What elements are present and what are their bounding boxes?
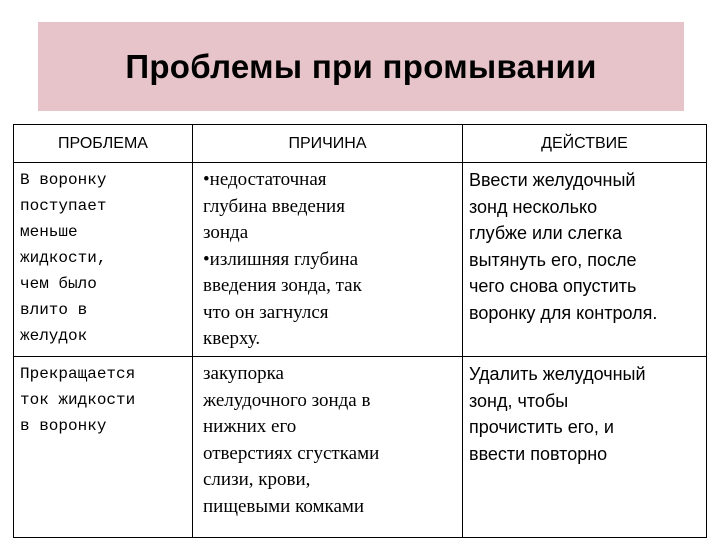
header-action: ДЕЙСТВИЕ [463,125,707,163]
problem-line: жидкости, [20,249,107,267]
header-problem: ПРОБЛЕМА [14,125,193,163]
table-row [14,357,707,538]
cause-line: желудочного зонда в [203,389,371,411]
problem-line: ток жидкости [20,391,136,409]
problem-line: влито в [20,301,88,319]
cause-line: введения зонда, так [203,275,362,296]
table-row [14,163,707,357]
problem-line: поступает [20,197,107,215]
action-line: Ввести желудочный [469,170,636,190]
cause-line: нижних его [203,416,297,437]
action-line: Удалить желудочный [469,364,646,384]
cause-line: что он загнулся [203,301,329,323]
action-line: прочистить его, и [469,417,614,437]
problem-line: Прекращается [20,365,136,383]
problem-line: меньше [20,223,78,241]
slide-title: Проблемы при промывании [125,47,597,85]
cause-cell [193,163,463,357]
problem-line: в воронку [20,417,107,435]
action-line: зонд, чтобы [469,390,569,411]
cause-line: отверстиях сгустками [203,442,380,464]
problem-line: желудок [20,327,88,345]
cause-line: глубина введения [203,195,345,217]
action-line: вытянуть его, после [469,249,637,270]
cause-line: пищевыми комками [203,495,365,517]
header-cause: ПРИЧИНА [193,125,463,163]
cause-cell [193,357,463,538]
problem-cell [14,163,193,357]
action-line: воронку для контроля. [469,302,658,323]
action-line: чего снова опустить [469,276,637,296]
problems-table [13,124,707,538]
cause-line: зонда [203,222,249,243]
action-line: ввести повторно [469,443,608,464]
problem-cell [14,357,193,538]
action-cell [463,357,707,538]
problem-line: В воронку [20,171,107,189]
action-cell [463,163,707,357]
problem-line: чем было [20,275,97,293]
cause-line: слизи, крови, [203,469,311,490]
table-header-row [14,125,707,163]
cause-line: закупорка [203,363,284,384]
cause-line: •излишняя глубина [203,248,358,270]
title-banner [38,22,684,111]
cause-line: кверху. [203,328,261,349]
action-line: зонд несколько [469,196,598,217]
cause-line: •недостаточная [203,169,327,190]
action-line: глубже или слегка [469,223,623,243]
